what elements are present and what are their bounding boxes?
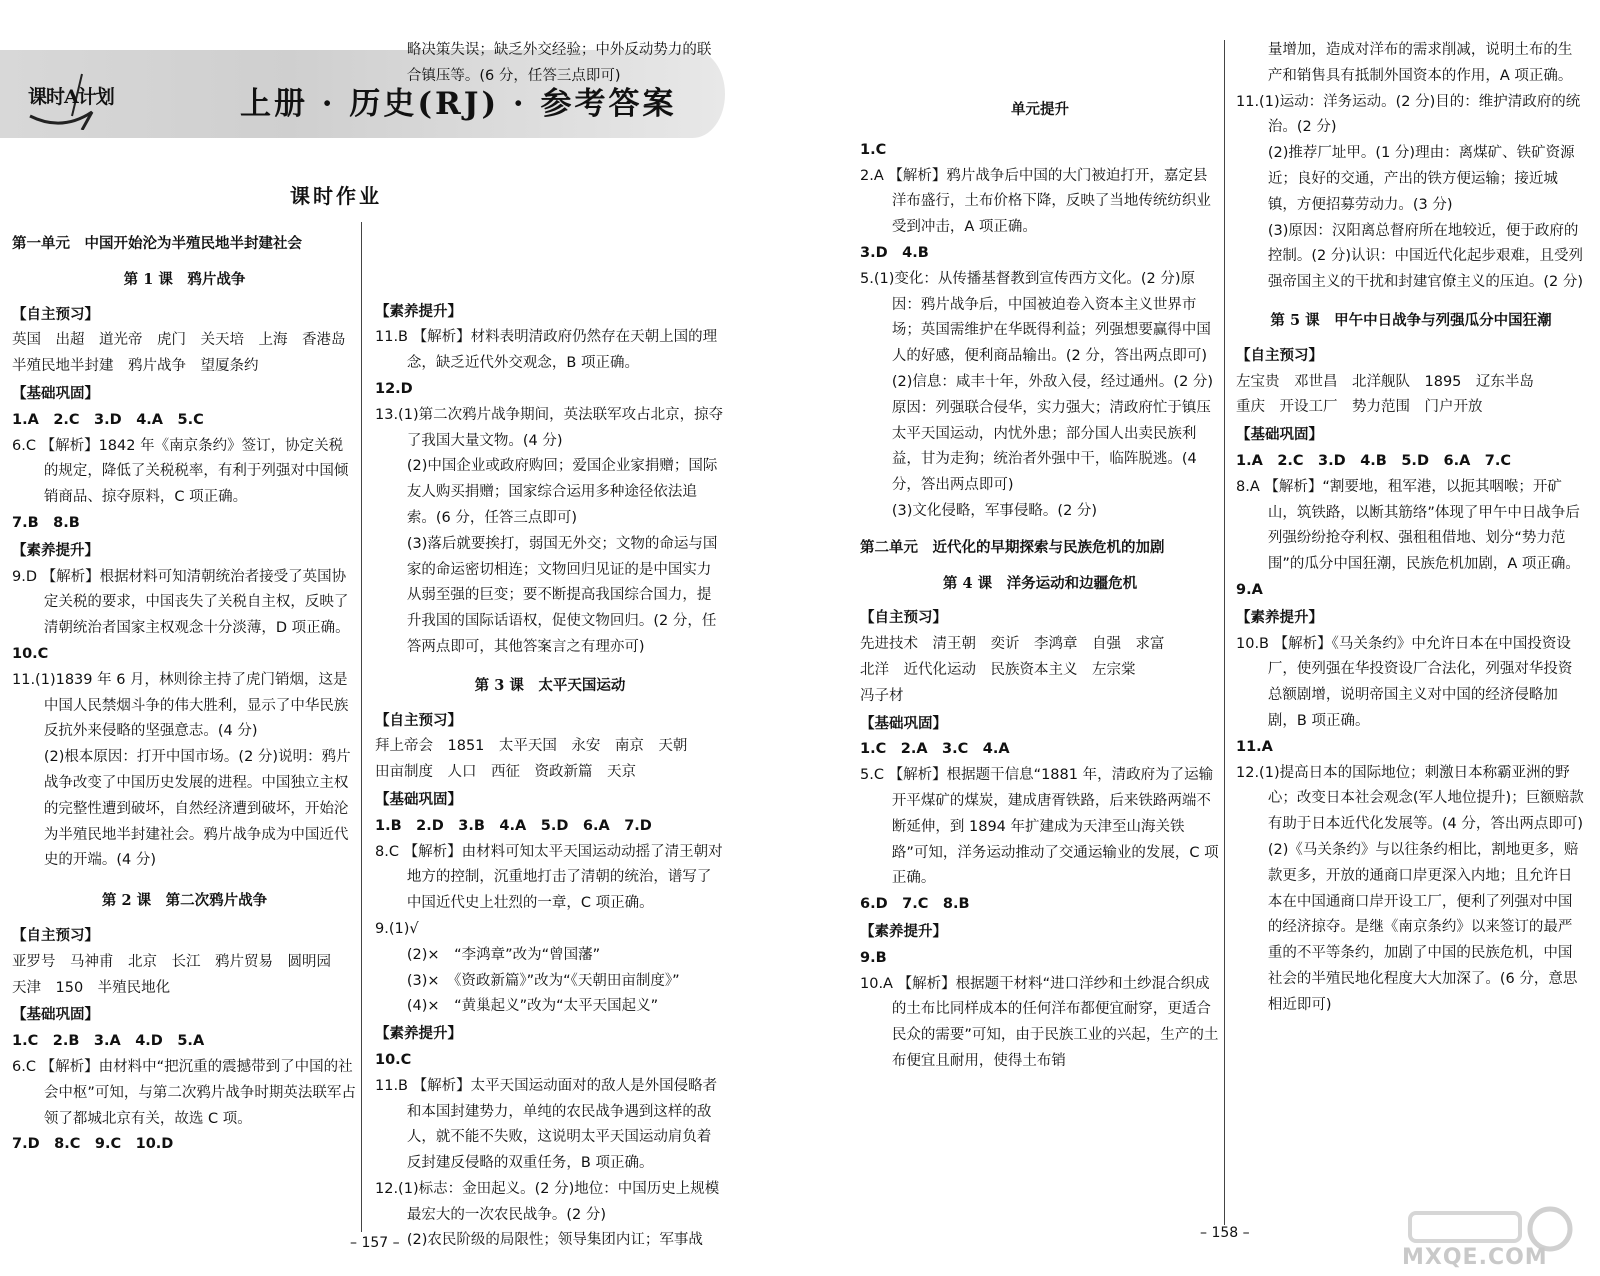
column-3 <box>860 38 1220 1075</box>
answer-line: 7.B 8.B <box>12 514 80 531</box>
keywords: 亚罗号 马神甫 北京 长江 鸦片贸易 圆明园 <box>12 953 331 970</box>
answer-line: (2)中国企业或政府购回；爱国企业家捐赠；国际友人购买捐赠；国家综合运用多种途径依法追索。(6 分，任答三点即可) <box>406 458 718 526</box>
answer-line: (2)信息：咸丰十年，外敌入侵，经过通州。(2 分)原因：列强联合侵华，实力强大；清政府忙于镇压太平天国运动，内忧外患；部分国人出卖民族利益，甘为走狗；统治者外强中干，临阵脱逃。(4 分，答出两点即可) <box>891 373 1214 494</box>
section-tag: 【 自主预习 】 <box>1236 344 1586 370</box>
column-4 <box>1236 38 1586 1018</box>
section-tag: 【 基础巩固 】 <box>1236 423 1586 449</box>
answer-line: (3)原因：汉阳离总督府所在地较近，便于政府的控制。(2 分)认识：中国近代化起步艰难，且受列强帝国主义的干扰和封建官僚主义的压迫。(2 分) <box>1267 222 1584 291</box>
answer-line: (2)× “李鸿章”改为“曾国藩” <box>406 946 601 963</box>
column-1 <box>12 225 357 1158</box>
answer-line: 1.C 2.A 3.C 4.A <box>860 741 1010 758</box>
answer-line: 12.(1)提高日本的国际地位；刺激日本称霸亚洲的野心；改变日本社会观念(军人地位提升)；巨额赔款有助于日本近代化发展等。(4 分，答出两点即可) <box>1236 764 1584 833</box>
answer-line: 7.D 8.C 9.C 10.D <box>12 1136 174 1153</box>
answer-line: 6.D 7.C 8.B <box>860 896 970 913</box>
page-title: 上册 · 历史(RJ) · 参考答案 <box>240 86 677 122</box>
answer-line: 11.A <box>1236 738 1273 755</box>
watermark-text: MXQE.COM <box>1402 1245 1548 1270</box>
section-tag: 【 自主预习 】 <box>375 709 725 735</box>
column-2 <box>375 38 725 1254</box>
answer-line: 2.A 【解析】鸦片战争后中国的大门被迫打开，嘉定县洋布盛行，土布价格下降，反映了当地传统纺织业受到冲击，A 项正确。 <box>860 167 1211 236</box>
answer-line: 略决策失误；缺乏外交经验；中外反动势力的联合镇压等。(6 分，任答三点即可) <box>406 42 712 84</box>
answer-line: 10.A 【解析】根据题干材料“进口洋纱和土纱混合织成的土布比同样成本的任何洋布都便宜耐穿，更适合民众的需要”可知，由于民族工业的兴起，生产的土布便宜且耐用，使得土布销 <box>860 975 1219 1069</box>
subsection-title: 单元提升 <box>1011 102 1069 118</box>
page-number-left: – 157 – <box>350 1235 400 1251</box>
brand-logo <box>22 72 140 130</box>
keywords: 北洋 近代化运动 民族资本主义 左宗棠 <box>860 661 1136 678</box>
answer-line: 9.D 【解析】根据材料可知清朝统治者接受了英国协定关税的要求，中国丧失了关税自主权，反映了清朝统治者国家主权观念十分淡薄，D 项正确。 <box>12 568 350 637</box>
keywords: 天津 150 半殖民地化 <box>12 979 171 996</box>
answer-line: (4)× “黄巢起义”改为“太平天国起义” <box>406 998 659 1015</box>
section-tag: 【 自主预习 】 <box>12 303 357 329</box>
keywords: 拜上帝会 1851 太平天国 永安 南京 天朝 <box>375 738 688 755</box>
page-number-right: – 158 – <box>1200 1225 1250 1241</box>
answer-line: 1.A 2.C 3.D 4.B 5.D 6.A 7.C <box>1236 452 1512 469</box>
lesson-title: 第 2 课 第二次鸦片战争 <box>101 892 268 910</box>
section-tag: 【 素养提升 】 <box>12 539 357 565</box>
answer-line: 6.C 【解析】由材料中“把沉重的震撼带到了中国的社会中枢”可知，与第二次鸦片战争时期英法联军占领了都城北京有关，故选 C 项。 <box>12 1058 356 1127</box>
section-tag: 【 素养提升 】 <box>375 1022 725 1048</box>
answer-line: 10.B 【解析】《马关条约》中允许日本在中国投资设厂，使列强在华投资设厂合法化，列强对华投资总额剧增，说明帝国主义对中国的经济侵略加剧，B 项正确。 <box>1236 635 1573 729</box>
lesson-title: 第 1 课 鸦片战争 <box>123 270 246 288</box>
answer-line: 11.B 【解析】太平天国运动面对的敌人是外国侵略者和本国封建势力，单纯的农民战争遇到这样的敌人，就不能不失败，这说明太平天国运动肩负着反封建反侵略的双重任务，B 项正确。 <box>375 1077 718 1172</box>
unit-title: 第二单元 近代化的早期探索与民族危机的加剧 <box>860 538 1165 556</box>
answer-line: 1.C <box>860 141 887 158</box>
keywords: 半殖民地半封建 鸦片战争 望厦条约 <box>12 358 259 375</box>
section-tag: 【 素养提升 】 <box>1236 606 1586 632</box>
keywords: 左宝贵 邓世昌 北洋舰队 1895 辽东半岛 <box>1236 373 1534 390</box>
answer-line: 12.D <box>375 380 413 397</box>
keywords: 先进技术 清王朝 奕䜣 李鸿章 自强 求富 <box>860 636 1165 653</box>
keywords: 英国 出超 道光帝 虎门 关天培 上海 香港岛 <box>12 332 346 349</box>
answer-line: (2)农民阶级的局限性；领导集团内讧；军事战 <box>406 1232 703 1249</box>
column-divider-left <box>361 222 362 1232</box>
answer-line: 10.C <box>375 1051 412 1068</box>
answer-line: 12.(1)标志：金田起义。(2 分)地位：中国历史上规模最宏大的一次农民战争。(2 分) <box>375 1180 720 1223</box>
answer-line: (2)根本原因：打开中国市场。(2 分)说明：鸦片战争改变了中国历史发展的进程。中国独立主权的完整性遭到破坏，自然经济遭到破坏，开始沦为半殖民地半封建社会。鸦片战争成为中国近代史的开端。(4 分) <box>43 749 351 869</box>
answer-line: (2)《马关条约》与以往条约相比，割地更多，赔款更多，开放的通商口岸更深入内地；且允许日本在中国通商口岸开设工厂，便利了列强对中国的经济掠夺。是继《南京条约》以来签订的最严重的不平等条约，加剧了中国的民族危机，中国社会的半殖民地化程度大大加深了。(6 分，意思相近即可) <box>1267 841 1579 1013</box>
answer-line: 11.B 【解析】材料表明清政府仍然存在天朝上国的理念，缺乏近代外交观念，B 项正确。 <box>375 329 718 372</box>
answer-line: 13.(1)第二次鸦片战争期间，英法联军攻占北京，掠夺了我国大量文物。(4 分) <box>375 406 724 449</box>
section-title: 课时作业 <box>290 184 382 208</box>
unit-title: 第一单元 中国开始沦为半殖民地半封建社会 <box>12 235 302 252</box>
answer-line: 量增加，造成对洋布的需求削减，说明土布的生产和销售具有抵制外国资本的作用，A 项正确。 <box>1267 42 1573 84</box>
answer-line: 6.C 【解析】1842 年《南京条约》签订，协定关税的规定，降低了关税税率，有利于列强对中国倾销商品、掠夺原料，C 项正确。 <box>12 437 349 506</box>
answer-line: 5.C 【解析】根据题干信息“1881 年，清政府为了运输开平煤矿的煤炭，建成唐胥铁路，后来铁路两端不断延伸，到 1894 年扩建成为天津至山海关铁路”可知，洋务运动推动了交通运输业的发展，C 项正确。 <box>860 767 1219 887</box>
column-divider-right <box>1224 40 1225 1225</box>
answer-line: 11.(1)1839 年 6 月，林则徐主持了虎门销烟，这是中国人民禁烟斗争的伟大胜利，显示了中华民族反抗外来侵略的坚强意志。(4 分) <box>12 671 349 740</box>
lesson-title: 第 4 课 洋务运动和边疆危机 <box>942 574 1138 592</box>
answer-line: 11.(1)运动：洋务运动。(2 分)目的：维护清政府的统治。(2 分) <box>1236 93 1581 136</box>
answer-line: 9.B <box>860 949 887 966</box>
section-tag: 【 自主预习 】 <box>860 606 1220 632</box>
section-tag: 【 素养提升 】 <box>375 300 725 326</box>
answer-line: 1.A 2.C 3.D 4.A 5.C <box>12 411 204 428</box>
answer-line: 10.C <box>12 645 49 662</box>
answer-line: 9.(1)√ <box>375 920 419 937</box>
answer-line: (3)× 《资政新篇》”改为“《天朝田亩制度》” <box>406 972 680 989</box>
section-tag: 【 素养提升 】 <box>860 920 1220 946</box>
answer-line: 1.C 2.B 3.A 4.D 5.A <box>12 1033 205 1050</box>
answer-line: (3)落后就要挨打，弱国无外交；文物的命运与国家的命运密切相连；文物回归见证的是中国实力从弱至强的巨变；要不断提高我国综合国力，提升我国的国际话语权，促使文物回归。(2 分，任答两点即可，其他答案言之有理亦可) <box>406 535 718 655</box>
logo-text: 课时A计划 <box>28 86 114 108</box>
keywords: 田亩制度 人口 西征 资政新篇 天京 <box>375 764 636 781</box>
answer-line: 1.B 2.D 3.B 4.A 5.D 6.A 7.D <box>375 817 652 834</box>
answer-line: 3.D 4.B <box>860 244 929 261</box>
keywords: 重庆 开设工厂 势力范围 门户开放 <box>1236 399 1483 416</box>
answer-line: 8.A 【解析】“割要地，租军港，以扼其咽喉；开矿山，筑铁路，以断其筋络”体现了甲午中日战争后列强纷纷抢夺利权、强租租借地、划分“势力范围”的瓜分中国狂潮，民族危机加剧，A 项正确。 <box>1236 478 1580 573</box>
answer-line: 5.(1)变化：从传播基督教到宣传西方文化。(2 分)原因：鸦片战争后，中国被迫卷入资本主义世界市场；英国需维护在华既得利益；列强想要赢得中国人的好感，便利商品输出。(2 分，答出两点即可) <box>860 270 1211 365</box>
lesson-title: 第 3 课 太平天国运动 <box>474 676 626 694</box>
lesson-title: 第 5 课 甲午中日战争与列强瓜分中国狂潮 <box>1270 311 1552 329</box>
section-tag: 【 自主预习 】 <box>12 924 357 950</box>
answer-line: (3)文化侵略，军事侵略。(2 分) <box>891 502 1098 519</box>
answer-line: (2)推荐厂址甲。(1 分)理由：离煤矿、铁矿资源近；良好的交通，产出的铁方便运输；接近城镇，方便招募劳动力。(3 分) <box>1267 145 1575 213</box>
answer-line: 9.A <box>1236 581 1263 598</box>
section-tag: 【 基础巩固 】 <box>375 788 725 814</box>
answer-line: 8.C 【解析】由材料可知太平天国运动动摇了清王朝对地方的控制，沉重地打击了清朝的统治，谱写了中国近代史上壮烈的一章，C 项正确。 <box>375 843 723 912</box>
section-tag: 【 基础巩固 】 <box>12 382 357 408</box>
section-tag: 【 基础巩固 】 <box>12 1003 357 1029</box>
keywords: 冯子材 <box>860 687 904 704</box>
section-tag: 【 基础巩固 】 <box>860 712 1220 738</box>
